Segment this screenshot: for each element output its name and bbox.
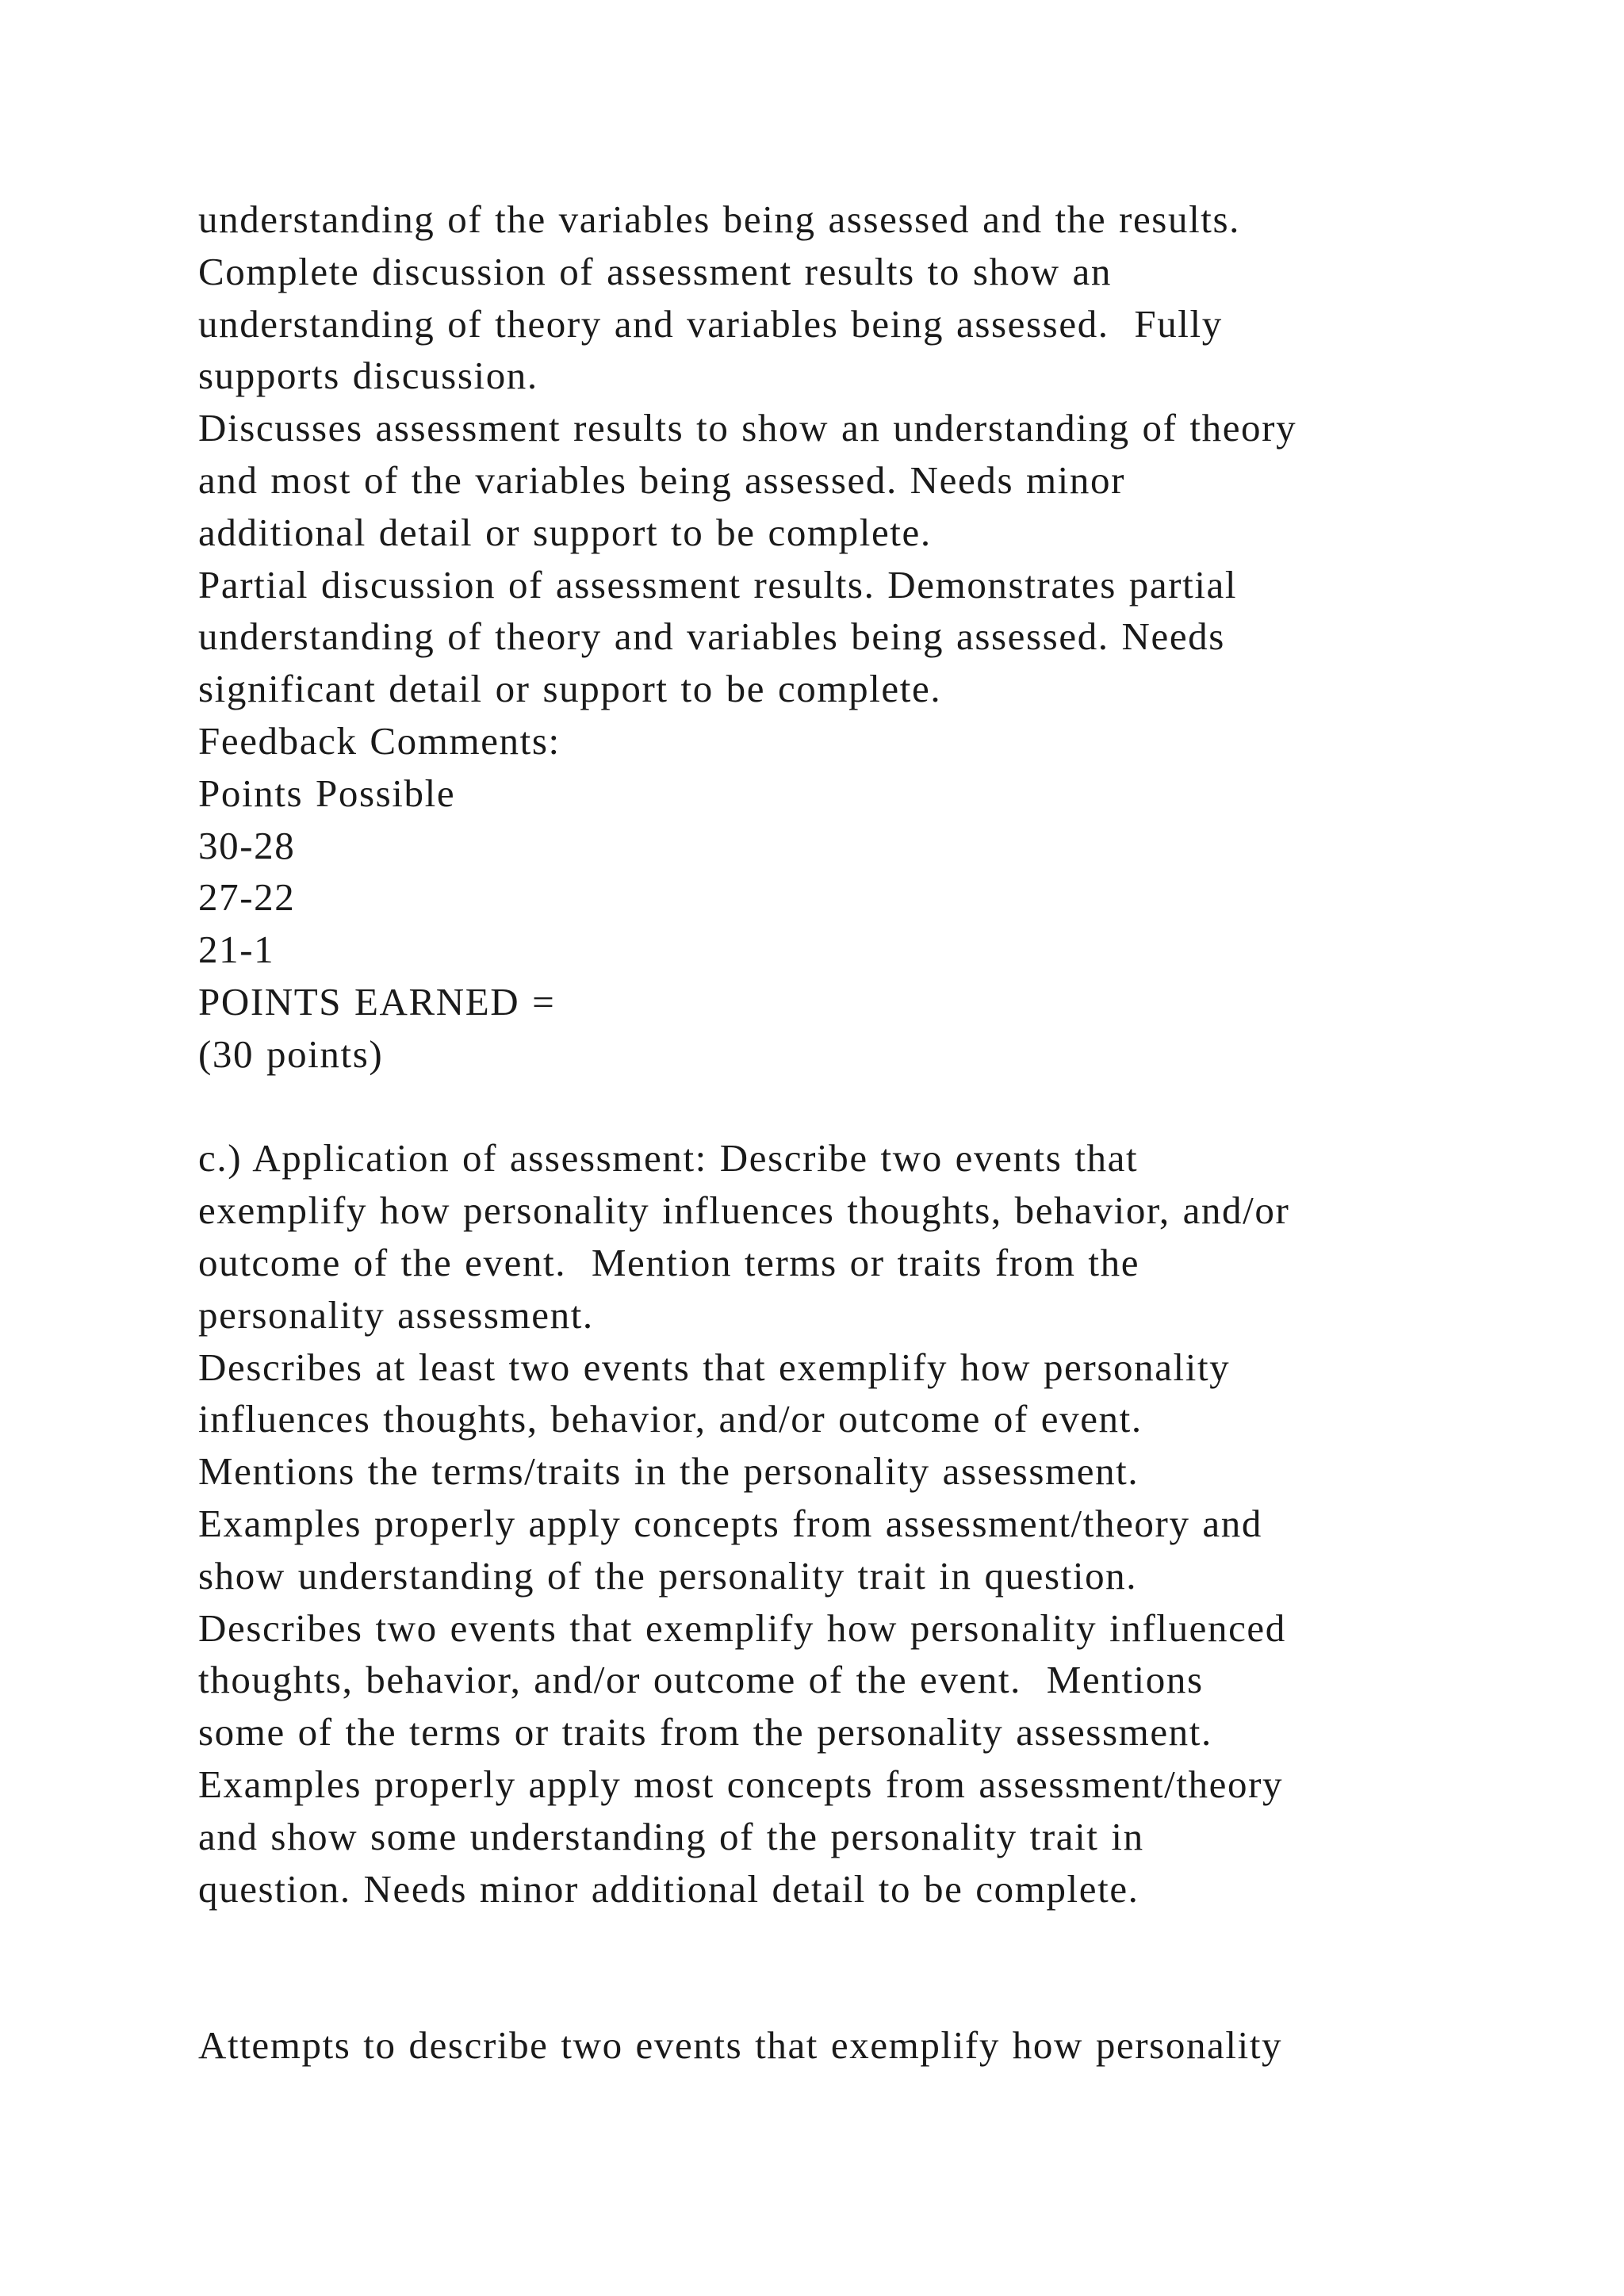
text-line: additional detail or support to be complete. [198,510,932,554]
blank-line [198,1081,1515,1133]
text-line: thoughts, behavior, and/or outcome of the event. Mentions [198,1658,1204,1702]
text-line: exemplify how personality influences thoughts, behavior, and/or [198,1188,1290,1233]
section-heading: c.) Application of assessment: Describe two events that [198,1136,1139,1181]
text-line: show understanding of the personality trait in question. [198,1553,1138,1598]
text-line: Discusses assessment results to show an understanding of theory [198,406,1297,450]
points-range: 27-22 [198,875,296,920]
text-line: and most of the variables being assessed. Needs minor [198,457,1126,502]
text-line: significant detail or support to be complete. [198,667,942,711]
text-line: Partial discussion of assessment results. Demonstrates partial [198,562,1238,607]
points-earned-label: POINTS EARNED = [198,979,556,1024]
blank-line [198,1915,1515,1967]
text-line: understanding of the variables being assessed and the results. [198,197,1241,241]
feedback-comments-label: Feedback Comments: [198,718,561,763]
text-line: and show some understanding of the personality trait in [198,1814,1144,1858]
points-range: 21-1 [198,928,275,972]
text-line: understanding of theory and variables being assessed. Needs [198,614,1225,659]
text-line: Describes at least two events that exemplify how personality [198,1345,1231,1389]
text-line: influences thoughts, behavior, and/or outcome of event. [198,1397,1143,1441]
text-line: Mentions the terms/traits in the personality assessment. [198,1449,1139,1494]
points-total: (30 points) [198,1031,384,1076]
blank-line [198,1967,1515,2019]
text-line: supports discussion. [198,354,538,398]
text-line: personality assessment. [198,1292,594,1337]
text-line: outcome of the event. Mention terms or traits from the [198,1240,1140,1284]
text-line: Complete discussion of assessment results to show an [198,249,1112,293]
text-line: Attempts to describe two events that exemplify how personality [198,2022,1283,2067]
document-body [198,193,1515,2072]
text-line: Describes two events that exemplify how personality influenced [198,1605,1286,1650]
text-line: understanding of theory and variables being assessed. Fully [198,301,1223,346]
text-line: question. Needs minor additional detail to be complete. [198,1866,1139,1911]
points-range: 30-28 [198,823,296,867]
points-possible-label: Points Possible [198,771,456,815]
text-line: Examples properly apply most concepts from assessment/theory [198,1762,1284,1806]
text-line: some of the terms or traits from the personality assessment. [198,1710,1212,1755]
text-line: Examples properly apply concepts from assessment/theory and [198,1501,1262,1545]
